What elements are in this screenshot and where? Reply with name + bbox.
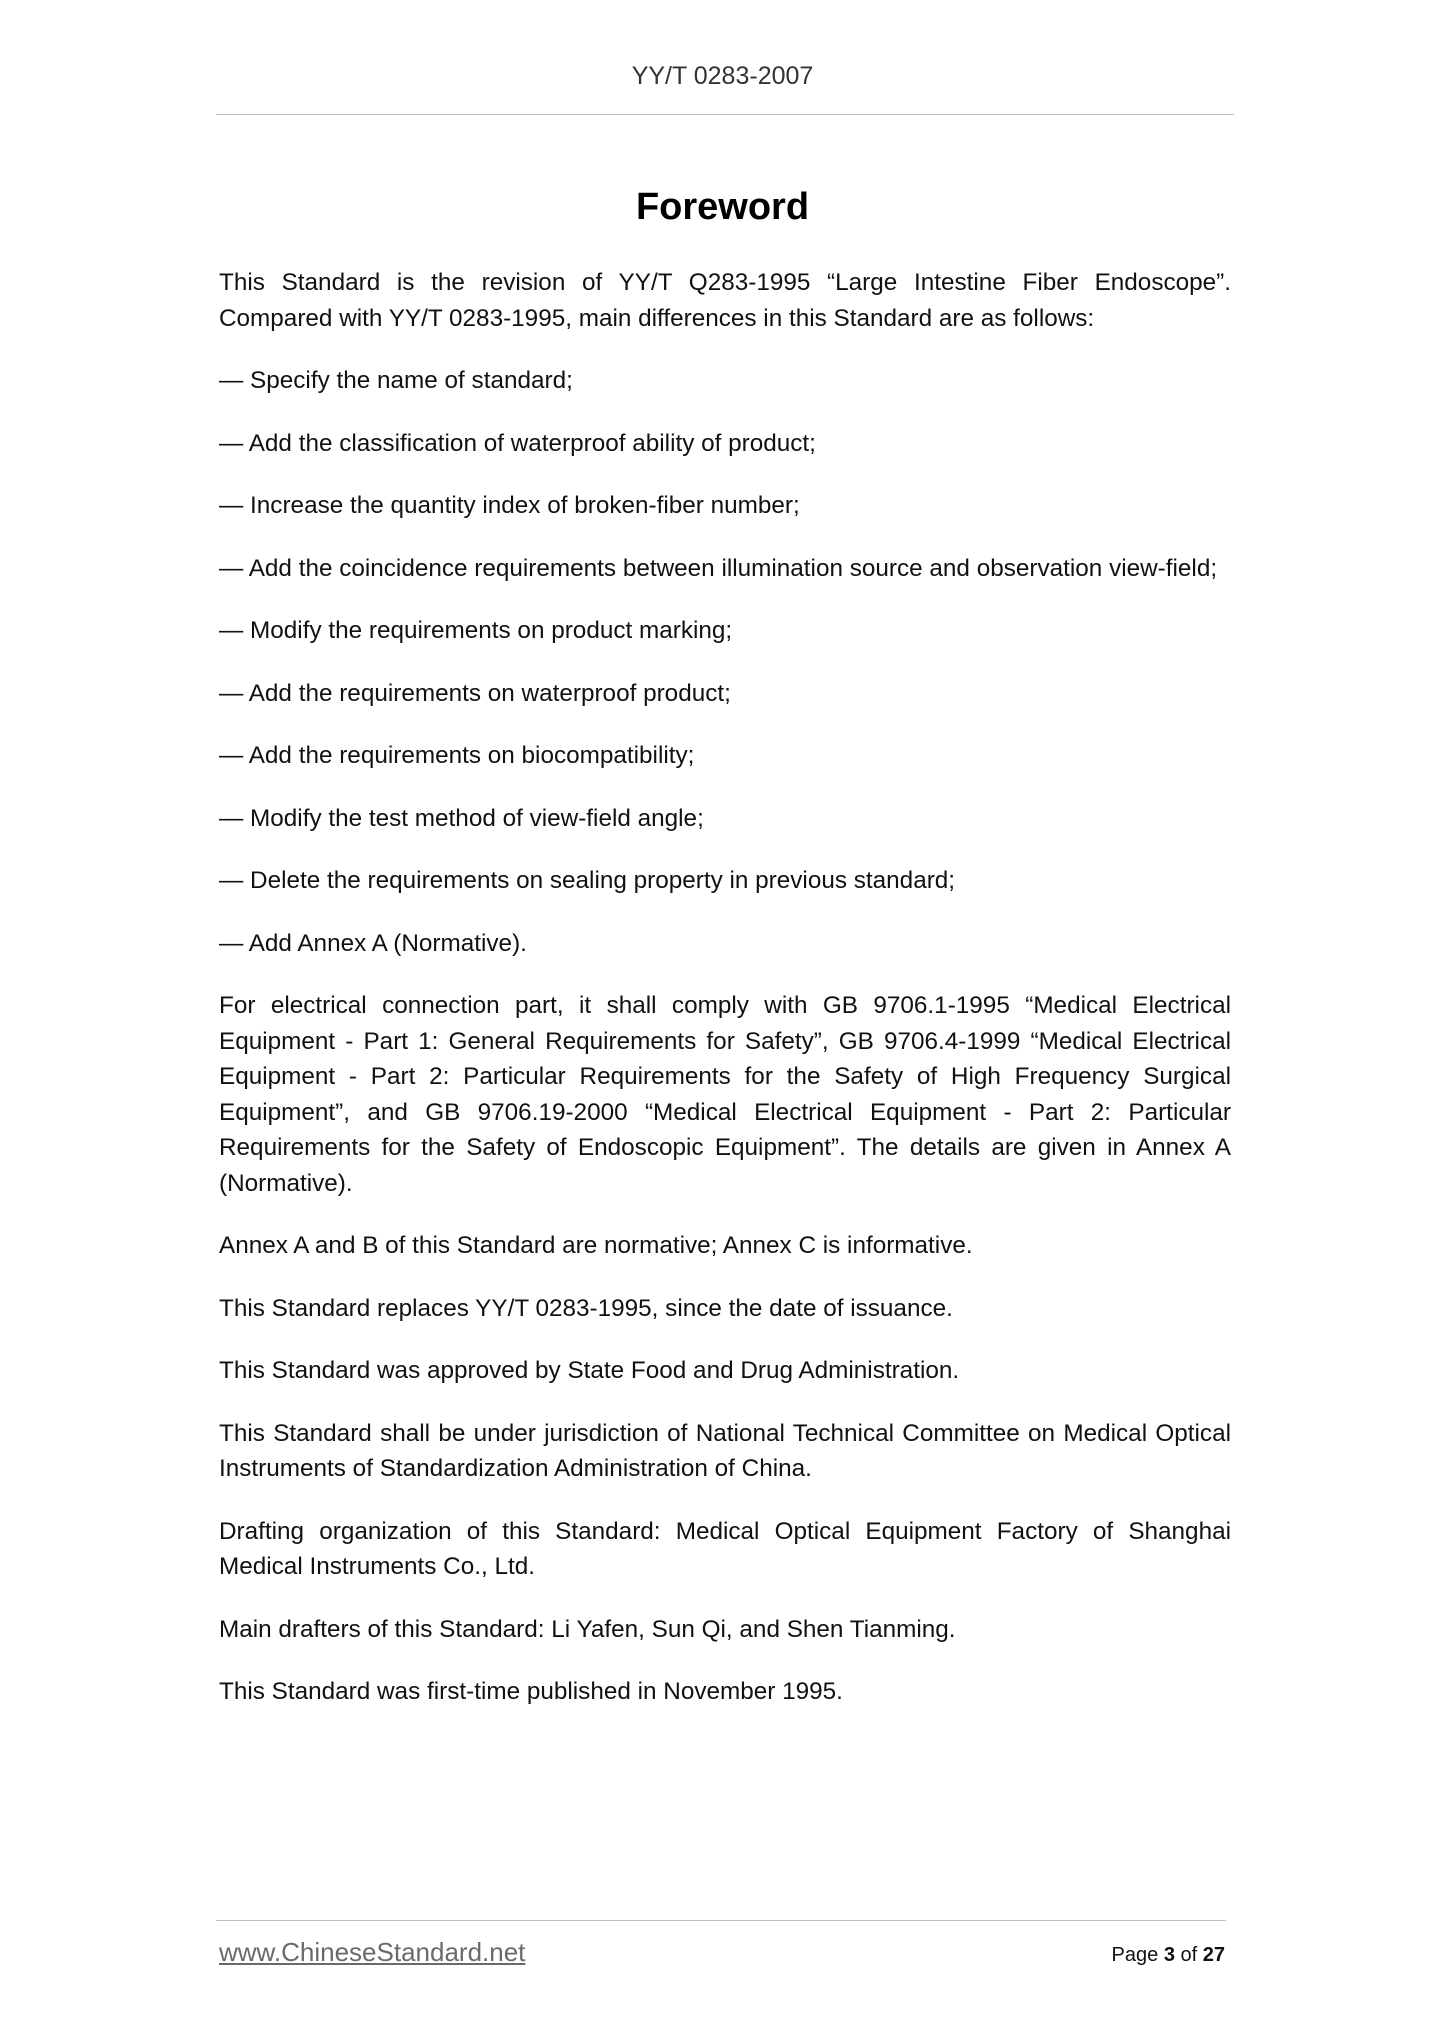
paragraph-annexes: Annex A and B of this Standard are normative; Annex C is informative.	[219, 1232, 973, 1259]
header-document-code: YY/T 0283-2007	[631, 62, 814, 90]
list-item: — Add the classification of waterproof ability of product;	[219, 429, 816, 457]
list-item: — Add the requirements on biocompatibility;	[219, 742, 695, 769]
page-separator: of	[1180, 1944, 1198, 1966]
page-number	[1112, 1944, 1225, 1967]
page-total: 27	[1202, 1944, 1225, 1966]
list-item: — Delete the requirements on sealing property in previous standard;	[219, 867, 956, 894]
list-item: — Add the requirements on waterproof product;	[219, 679, 731, 707]
list-item: — Specify the name of standard;	[219, 367, 573, 394]
paragraph-jurisdiction: This Standard shall be under jurisdiction of National Technical Committee on Medical Optical Instruments of Standardization Administration of China.	[219, 1419, 1231, 1482]
paragraph-electrical: For electrical connection part, it shall comply with GB 9706.1-1995 “Medical Electrical Equipment - Part 1: General Requirements for Safety”, GB 9706.4-1999 “Medical Electrical Equipment - Part 2: Particular Requirements for the Safety of High Frequency Surgical Equipment”, and GB 9706.19-2000 “Medical Electrical Equipment - Part 2: Particular Requirements for the Safety of Endoscopic Equipment”. The details are given in Annex A (Normative).	[219, 992, 1231, 1197]
footer-divider	[216, 1920, 1226, 1921]
paragraph-replaces: This Standard replaces YY/T 0283-1995, since the date of issuance.	[219, 1294, 953, 1322]
foreword-body	[219, 265, 1231, 1737]
list-item: — Increase the quantity index of broken-fiber number;	[219, 492, 800, 519]
paragraph-first-published: This Standard was first-time published in November 1995.	[219, 1678, 843, 1705]
paragraph-approval: This Standard was approved by State Food and Drug Administration.	[219, 1357, 960, 1384]
page-prefix: Page	[1111, 1944, 1159, 1966]
paragraph-drafting-org: Drafting organization of this Standard: Medical Optical Equipment Factory of Shanghai Medical Instruments Co., Ltd.	[219, 1517, 1231, 1580]
list-item: — Modify the requirements on product marking;	[219, 617, 733, 644]
header-divider	[216, 114, 1234, 115]
list-item: — Add Annex A (Normative).	[219, 929, 527, 957]
list-item: — Modify the test method of view-field angle;	[219, 804, 704, 832]
page-current: 3	[1163, 1944, 1175, 1966]
paragraph-intro: This Standard is the revision of YY/T Q283-1995 “Large Intestine Fiber Endoscope”. Compared with YY/T 0283-1995, main differences in this Standard are as follows:	[219, 269, 1231, 332]
page-title: Foreword	[635, 186, 810, 228]
website-link[interactable]: www.ChineseStandard.net	[219, 1937, 526, 1967]
paragraph-drafters: Main drafters of this Standard: Li Yafen, Sun Qi, and Shen Tianming.	[219, 1615, 956, 1643]
list-item: — Add the coincidence requirements between illumination source and observation view-field;	[219, 554, 1218, 582]
